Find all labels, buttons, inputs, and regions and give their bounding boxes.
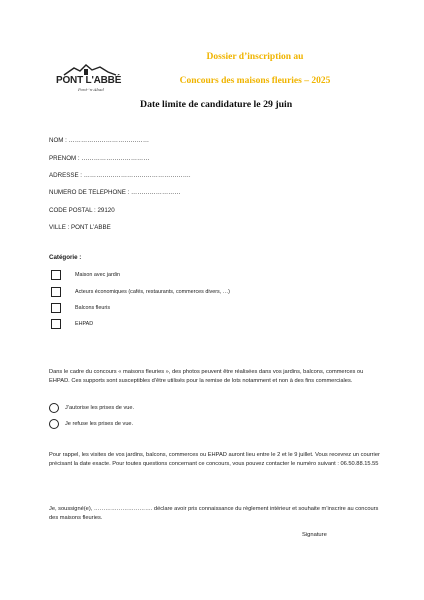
category-label: Maison avec jardin — [75, 272, 120, 278]
logo-name: PONT L'ABBÉ — [56, 75, 122, 86]
radio-button[interactable] — [49, 419, 59, 429]
postal-code-field: CODE POSTAL : 29120 — [49, 207, 115, 214]
visit-reminder-text: Pour rappel, les visites de vos jardins, balcons, commerces ou EHPAD auront lieu entre le 2 et le 9 juillet. Vous recevrez un courrier précisant la date exacte. Pour toutes questions concernant ce concours, vous pouvez contacter le numéro suivant : 06.50.88.15.55 — [49, 452, 380, 467]
city-field: VILLE : PONT L’ABBE — [49, 224, 111, 231]
deadline-text: Date limite de candidature le 29 juin — [140, 99, 293, 110]
phone-field[interactable]: NUMERO DE TELEPHONE : …………………… — [49, 189, 181, 196]
category-title: Catégorie : — [49, 254, 82, 261]
checkbox[interactable] — [51, 287, 61, 297]
address-field[interactable]: ADRESSE : ……………………………………………. — [49, 172, 191, 179]
category-label: Balcons fleuris — [75, 305, 111, 311]
checkbox[interactable] — [51, 303, 61, 313]
logo-tagline: Pont-'n-Abad — [78, 87, 104, 92]
first-name-field[interactable]: PRENOM : …………………………… — [49, 155, 150, 162]
checkbox[interactable] — [51, 319, 61, 329]
checkbox[interactable] — [51, 270, 61, 280]
photo-consent-text: Dans le cadre du concours « maisons fleuries », des photos peuvent être réalisées dans vos jardins, balcons, commerces ou EHPAD. Ces supports sont susceptibles d’être utilisés pour la remise de lots notamment et non à des fins commerciales. — [49, 369, 364, 384]
signature-label: Signature — [302, 532, 327, 538]
radio-label: J’autorise les prises de vue. — [65, 405, 135, 411]
category-label: EHPAD — [75, 321, 94, 327]
declaration-text: Je, soussigné(e), …………………………. déclare avoir pris connaissance du règlement intérieur et souhaite m’inscrire au concours des maisons fleuries. — [49, 506, 379, 521]
form-title-line-2: Concours des maisons fleuries – 2025 — [179, 76, 331, 86]
pont-labbe-logo — [56, 62, 126, 100]
name-field[interactable]: NOM : ………………………………… — [49, 137, 150, 144]
radio-button[interactable] — [49, 403, 59, 413]
radio-label: Je refuse les prises de vue. — [65, 421, 134, 427]
roofline-icon — [56, 62, 126, 76]
form-title-line-1: Dossier d’inscription au — [206, 52, 304, 62]
category-label: Acteurs économiques (cafés, restaurants, commerces divers, …) — [75, 289, 230, 295]
